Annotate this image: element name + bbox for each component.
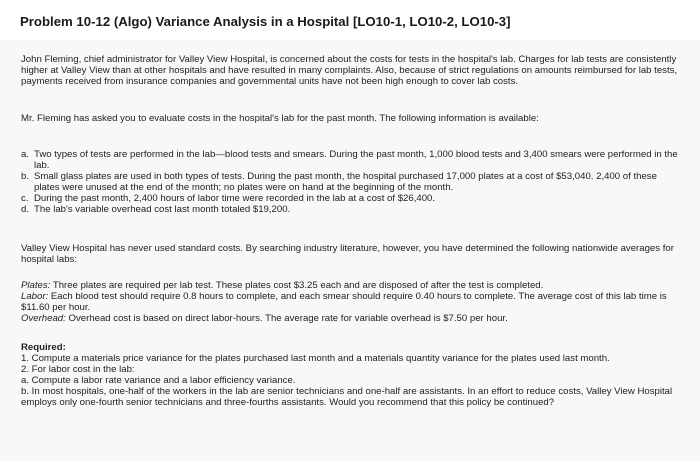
standard-text: Each blood test should require 0.8 hours to complete, and each smear should require 0.40 hours to complete. The average cost of this lab time is $11.60 per hour.	[21, 291, 667, 313]
required-item: 2. For labor cost in the lab:	[21, 364, 135, 375]
standard-text: Three plates are required per lab test. These plates cost $3.25 each and are disposed of after the test is completed.	[50, 280, 544, 291]
info-list	[21, 149, 679, 215]
request-paragraph: Mr. Fleming has asked you to evaluate costs in the hospital's lab for the past month. The following information is available:	[21, 113, 539, 124]
standard-text: Overhead cost is based on direct labor-hours. The average rate for variable overhead is $7.50 per hour.	[65, 313, 508, 324]
list-item	[21, 171, 679, 193]
required-item: 1. Compute a materials price variance for the plates purchased last month and a materials quantity variance for the plates used last month.	[21, 353, 610, 364]
list-item	[21, 193, 679, 204]
required-block	[21, 342, 679, 408]
list-marker: b.	[21, 171, 30, 182]
title-bar	[0, 0, 700, 40]
list-item-text: During the past month, 2,400 hours of labor time were recorded in the lab at a cost of $26,400.	[34, 193, 436, 204]
required-item: b. In most hospitals, one-half of the workers in the lab are senior technicians and one-half are assistants. In an effort to reduce costs, Valley View Hospital employs only one-fourth senior technicians and three-fourths assistants. Would you recommend that this policy be continued?	[21, 386, 673, 408]
standard-label: Plates:	[21, 280, 51, 291]
list-marker: d.	[21, 204, 30, 215]
list-item-text: Two types of tests are performed in the lab—blood tests and smears. During the past month, 1,000 blood tests and 3,400 smears were performed in the lab.	[34, 149, 678, 171]
standards-intro-paragraph: Valley View Hospital has never used standard costs. By searching industry literature, however, you have determined the following nationwide averages for hospital labs:	[21, 243, 674, 265]
standard-overhead	[21, 313, 679, 324]
problem-title: Problem 10-12 (Algo) Variance Analysis in a Hospital [LO10-1, LO10-2, LO10-3]	[20, 14, 511, 29]
list-item	[21, 204, 679, 215]
list-item	[21, 149, 679, 171]
list-marker: a.	[21, 149, 30, 160]
list-marker: c.	[21, 193, 29, 204]
standards-block	[21, 280, 679, 324]
standard-label: Overhead:	[21, 313, 66, 324]
list-item-text: The lab's variable overhead cost last month totaled $19,200.	[34, 204, 291, 215]
required-item: a. Compute a labor rate variance and a labor efficiency variance.	[21, 375, 296, 386]
standard-label: Labor:	[21, 291, 49, 302]
required-heading: Required:	[21, 342, 66, 353]
intro-paragraph: John Fleming, chief administrator for Valley View Hospital, is concerned about the costs for tests in the hospital's lab. Charges for lab tests are consistently higher at Valley View than at other hospitals and have resulted in many complaints. Also, because of strict regulations on amounts reimbursed for lab tests, payments received from insurance companies and governmental units have not been high enough to cover lab costs.	[21, 54, 678, 87]
list-item-text: Small glass plates are used in both types of tests. During the past month, the hospital purchased 17,000 plates at a cost of $53,040. 2,400 of these plates were unused at the end of the month; no plates were on hand at the beginning of the month.	[34, 171, 657, 193]
standard-labor	[21, 291, 679, 313]
standard-plates	[21, 280, 679, 291]
